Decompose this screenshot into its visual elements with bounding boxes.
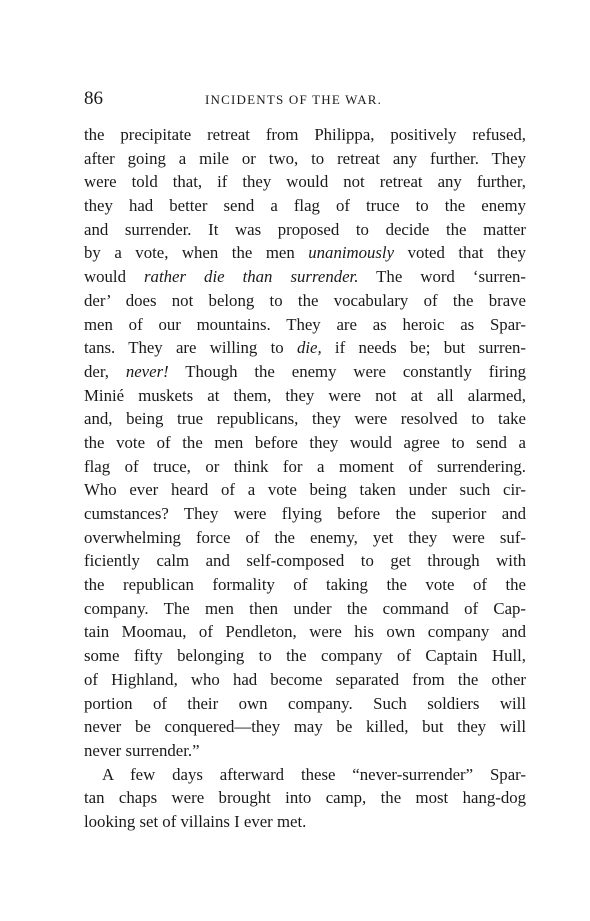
text-line <box>84 431 526 455</box>
text-line <box>84 573 526 597</box>
text-segment: company. The men then under the command of Cap- <box>84 598 526 618</box>
text-line <box>84 786 526 810</box>
text-segment: would <box>84 267 145 287</box>
text-line <box>84 336 526 360</box>
text-line <box>84 218 526 242</box>
text-line <box>84 549 526 573</box>
text-segment: The word ‘surren- <box>358 267 527 287</box>
text-segment: ficiently calm and self-composed to get through with <box>84 551 526 571</box>
text-line <box>84 313 526 337</box>
text-segment: Though the enemy were constantly firing <box>168 361 526 381</box>
text-line <box>84 478 526 502</box>
text-segment: and, being true republicans, they were resolved to take <box>84 409 526 429</box>
text-segment: tans. They are willing to <box>84 338 297 358</box>
running-head: INCIDENTS OF THE WAR. <box>205 92 383 107</box>
text-line <box>84 644 526 668</box>
text-segment: overwhelming force of the enemy, yet they were suf- <box>84 527 526 547</box>
text-segment: tain Moomau, of Pendleton, were his own company and <box>84 622 526 642</box>
text-segment: voted that they <box>394 243 526 263</box>
page-header <box>84 89 524 109</box>
text-line <box>84 241 526 265</box>
text-segment: if needs be; but surren- <box>321 338 527 358</box>
text-segment: der, <box>84 361 126 381</box>
text-line <box>84 170 526 194</box>
text-line <box>84 810 526 834</box>
text-line <box>84 692 526 716</box>
text-line <box>84 668 526 692</box>
text-segment: of Highland, who had become separated from the other <box>84 669 526 689</box>
text-segment: men of our mountains. They are as heroic as Spar- <box>84 314 526 334</box>
text-segment: tan chaps were brought into camp, the most hang-dog <box>84 788 526 808</box>
text-line <box>84 384 526 408</box>
text-segment: Who ever heard of a vote being taken under such cir- <box>84 480 526 500</box>
text-segment: the vote of the men before they would agree to send a <box>84 432 526 452</box>
italic-text: rather die than surrender. <box>144 267 359 287</box>
text-line <box>84 194 526 218</box>
body-text <box>84 123 526 834</box>
text-segment: the republican formality of taking the vote of the <box>84 575 526 595</box>
text-line <box>84 715 526 739</box>
text-segment: never surrender.” <box>84 740 200 760</box>
text-line <box>84 289 526 313</box>
text-segment: portion of their own company. Such soldiers will <box>84 693 526 713</box>
text-line <box>84 407 526 431</box>
text-line <box>84 360 526 384</box>
text-segment: never be conquered—they may be killed, but they will <box>84 717 526 737</box>
text-line <box>84 502 526 526</box>
text-line <box>84 597 526 621</box>
text-segment: and surrender. It was proposed to decide the matter <box>84 219 526 239</box>
page-number: 86 <box>84 88 103 109</box>
text-line <box>84 455 526 479</box>
italic-text: unanimously <box>308 243 395 263</box>
text-segment: some fifty belonging to the company of Captain Hull, <box>84 646 526 666</box>
text-segment: der’ does not belong to the vocabulary of the brave <box>84 290 526 310</box>
text-segment: were told that, if they would not retreat any further, <box>84 172 526 192</box>
text-segment: A few days afterward these “never-surrender” Spar- <box>102 764 526 784</box>
text-segment: after going a mile or two, to retreat any further. They <box>84 148 526 168</box>
text-segment: flag of truce, or think for a moment of surrendering. <box>84 456 526 476</box>
italic-text: die, <box>296 338 322 358</box>
text-segment: by a vote, when the men <box>84 243 309 263</box>
text-line <box>84 620 526 644</box>
text-line <box>84 739 526 763</box>
text-line <box>84 526 526 550</box>
text-line <box>84 123 526 147</box>
text-line <box>84 265 526 289</box>
text-segment: the precipitate retreat from Philippa, positively refused, <box>84 125 526 144</box>
text-line <box>84 763 526 787</box>
italic-text: never! <box>125 361 169 381</box>
text-segment: Minié muskets at them, they were not at all alarmed, <box>84 385 526 405</box>
text-line <box>84 147 526 171</box>
text-segment: they had better send a flag of truce to the enemy <box>84 196 526 216</box>
text-segment: looking set of villains I ever met. <box>84 811 307 831</box>
text-segment: cumstances? They were flying before the superior and <box>84 504 526 523</box>
